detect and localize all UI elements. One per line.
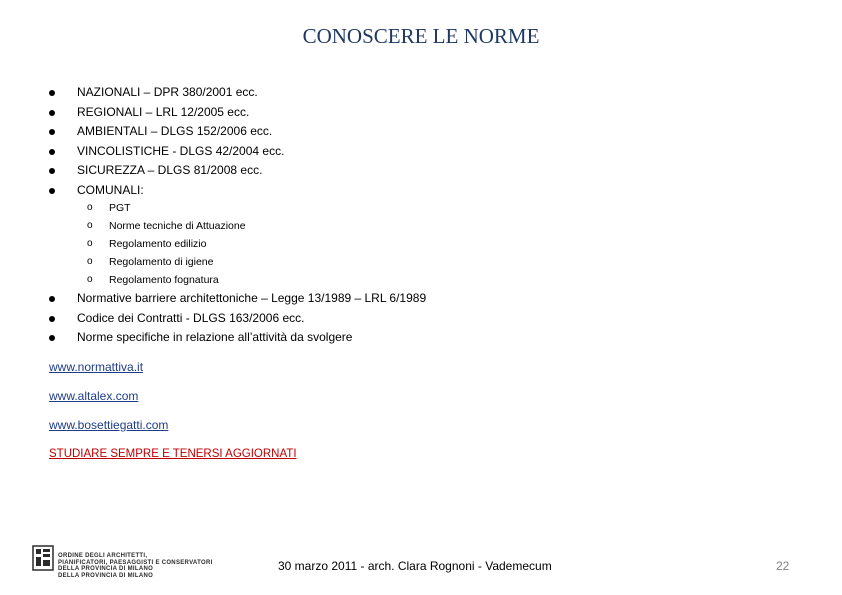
list-item <box>49 122 284 142</box>
list-item-label: REGIONALI – LRL 12/2005 ecc. <box>77 104 250 119</box>
logo-emblem-icon <box>32 545 54 571</box>
bullet-icon <box>49 110 55 116</box>
bullet-icon <box>49 90 55 96</box>
link-altalex[interactable]: www.altalex.com <box>49 389 139 403</box>
sublist-item-label: Regolamento di igiene <box>109 256 214 268</box>
bullet-icon <box>49 188 55 194</box>
sublist-item <box>87 253 246 271</box>
link-bosettiegatti[interactable]: www.bosettiegatti.com <box>49 418 169 432</box>
list-item <box>49 181 284 201</box>
other-norms-list <box>49 289 426 348</box>
bullet-icon <box>49 316 55 322</box>
sublist-item <box>87 271 246 289</box>
list-item <box>49 309 426 329</box>
update-reminder: STUDIARE SEMPRE E TENERSI AGGIORNATI <box>49 448 297 460</box>
link-normattiva[interactable]: www.normattiva.it <box>49 360 144 374</box>
list-item-label: Normative barriere architettoniche – Legge 13/1989 – LRL 6/1989 <box>77 291 427 305</box>
bullet-icon <box>49 335 55 341</box>
circle-bullet-icon: o <box>87 202 93 213</box>
list-item <box>49 103 284 123</box>
circle-bullet-icon: o <box>87 220 93 231</box>
sublist-item-label: PGT <box>109 202 131 214</box>
list-item-label: VINCOLISTICHE - DLGS 42/2004 ecc. <box>77 143 285 158</box>
circle-bullet-icon: o <box>87 238 93 249</box>
list-item <box>49 142 284 162</box>
sublist-item <box>87 235 246 253</box>
list-item-label: AMBIENTALI – DLGS 152/2006 ecc. <box>77 124 273 138</box>
list-item-label: COMUNALI: <box>77 182 144 197</box>
list-item-label: Codice dei Contratti - DLGS 163/2006 ecc. <box>77 310 305 325</box>
bullet-icon <box>49 149 55 155</box>
order-logo <box>32 543 240 581</box>
page-title: CONOSCERE LE NORME <box>302 24 540 48</box>
main-norms-list <box>49 83 284 200</box>
circle-bullet-icon: o <box>87 256 93 267</box>
sublist-item <box>87 199 246 217</box>
logo-text: ORDINE DEGLI ARCHITETTI, PIANIFICATORI, PAESAGGISTI E CONSERVATORI DELLA PROVINCIA DI MILANO DELLA PROVINCIA DI MILANO <box>58 553 213 579</box>
footer-text: 30 marzo 2011 - arch. Clara Rognoni - Vademecum <box>278 559 552 573</box>
comunali-sublist <box>87 199 246 289</box>
list-item-label: Norme specifiche in relazione all’attività da svolgere <box>77 330 353 344</box>
list-item <box>49 161 284 181</box>
sublist-item <box>87 217 246 235</box>
page-number: 22 <box>776 559 790 573</box>
list-item-label: NAZIONALI – DPR 380/2001 ecc. <box>77 85 258 99</box>
bullet-icon <box>49 129 55 135</box>
sublist-item-label: Regolamento fognatura <box>109 274 219 286</box>
sublist-item-label: Regolamento edilizio <box>109 238 207 250</box>
bullet-icon <box>49 296 55 302</box>
list-item <box>49 83 284 103</box>
list-item-label: SICUREZZA – DLGS 81/2008 ecc. <box>77 163 263 177</box>
bullet-icon <box>49 168 55 174</box>
sublist-item-label: Norme tecniche di Attuazione <box>109 220 246 232</box>
list-item <box>49 289 426 309</box>
list-item <box>49 328 426 348</box>
circle-bullet-icon: o <box>87 274 93 285</box>
